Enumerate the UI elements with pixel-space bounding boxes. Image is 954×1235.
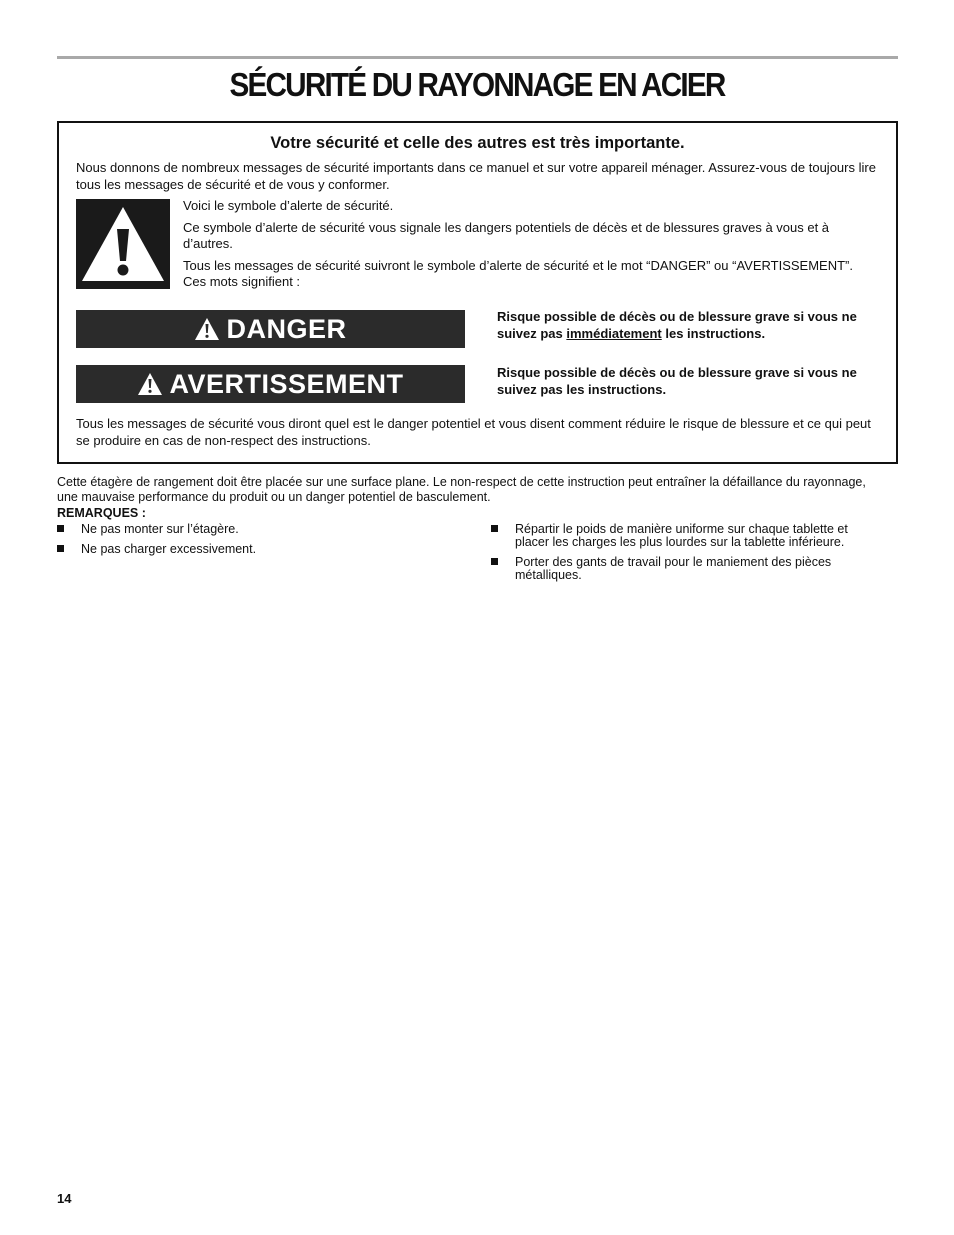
page-title: SÉCURITÉ DU RAYONNAGE EN ACIER [229, 66, 725, 103]
safety-closing: Tous les messages de sécurité vous diront quel est le danger potentiel et vous disent comment réduire le risque de blessure et ce qui peut se produire en cas de non-respect des instructions. [76, 416, 871, 448]
warning-triangle-icon [137, 372, 163, 396]
danger-label: DANGER [226, 313, 347, 344]
warning-triangle-icon [194, 317, 220, 341]
danger-banner [76, 310, 465, 348]
warning-description: Risque possible de décès ou de blessure grave si vous ne suivez pas les instructions. [497, 365, 857, 397]
bullet-square-icon [57, 525, 64, 532]
page-number: 14 [57, 1191, 72, 1206]
top-rule [57, 56, 898, 59]
danger-description: Risque possible de décès ou de blessure grave si vous ne suivez pas immédiatement les instructions. [497, 309, 857, 341]
bullet-square-icon [491, 525, 498, 532]
danger-emphasis: immédiatement [566, 326, 662, 341]
bullet-square-icon [491, 558, 498, 565]
safety-box [57, 121, 898, 464]
warning-banner [76, 365, 465, 403]
notes-label: REMARQUES : [57, 506, 146, 520]
safety-intro: Nous donnons de nombreux messages de sécurité importants dans ce manuel et sur votre appareil ménager. Assurez-vous de toujours lire tous les messages de sécurité et de vous y conformer. [76, 160, 876, 192]
bullet-square-icon [57, 545, 64, 552]
symbol-line: Ce symbole d’alerte de sécurité vous signale les dangers potentiels de décès et de blessures graves à vous et à d’autres. [183, 220, 830, 251]
installation-note: Cette étagère de rangement doit être placée sur une surface plane. Le non-respect de cette instruction peut entraîner la défaillance du rayonnage, une mauvaise performance du produit ou un danger potentiel de basculement. [57, 475, 866, 504]
warning-label: AVERTISSEMENT [169, 368, 404, 399]
safety-alert-symbol-icon [76, 199, 170, 289]
symbol-line: Voici le symbole d’alerte de sécurité. [183, 198, 394, 213]
symbol-line: Tous les messages de sécurité suivront le symbole d’alerte de sécurité et le mot “DANGER” ou “AVERTISSEMENT”. Ces mots signifient : [183, 258, 853, 289]
safety-heading: Votre sécurité et celle des autres est très importante. [270, 134, 685, 152]
